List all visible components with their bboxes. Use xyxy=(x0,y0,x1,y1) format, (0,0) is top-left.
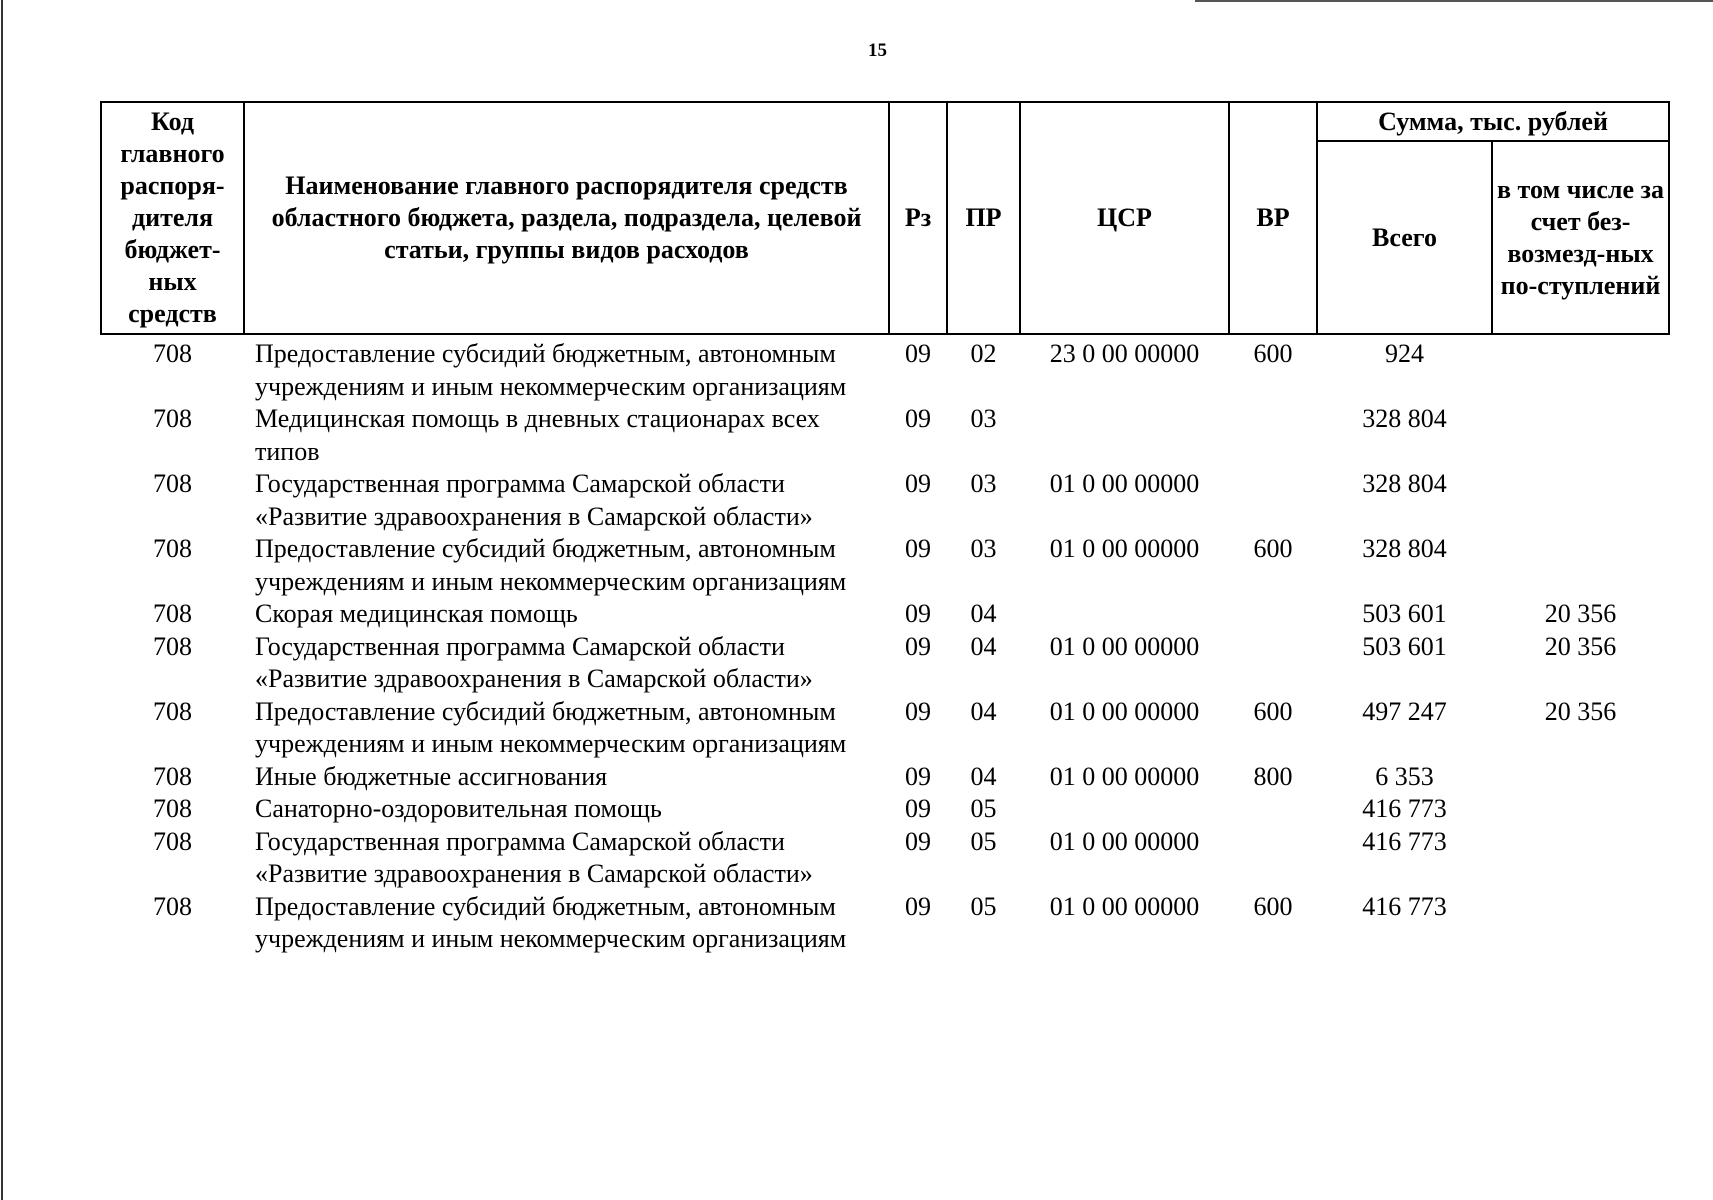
cell-grants xyxy=(1492,468,1669,533)
cell-name: Медицинская помощь в дневных стационарах всех типов xyxy=(255,404,820,466)
cell-rz: 09 xyxy=(905,339,931,368)
cell-csr: 01 0 00 00000 xyxy=(1049,826,1200,856)
header-code: Код главного распоря-дителя бюджет-ных средств xyxy=(101,102,244,334)
header-name: Наименование главного распорядителя средств областного бюджета, раздела, подраздела, целевой статьи, группы видов расходов xyxy=(244,102,889,334)
cell-code: 708 xyxy=(153,794,192,823)
cell-rz: 09 xyxy=(905,534,931,563)
header-pr: ПР xyxy=(947,102,1020,334)
cell-total: 416 773 xyxy=(1362,826,1447,856)
table-body xyxy=(101,334,1669,956)
cell-rz: 09 xyxy=(905,404,931,433)
table-row xyxy=(101,761,1669,794)
cell-name: Предоставление субсидий бюджетным, автономным учреждениям и иным некоммерческим организациям xyxy=(255,696,847,758)
cell-grants: 20 356 xyxy=(1544,696,1617,726)
cell-name: Государственная программа Самарской области «Развитие здравоохранения в Самарской области» xyxy=(255,469,813,531)
cell-pr: 05 xyxy=(970,826,997,856)
table-row xyxy=(101,334,1669,403)
cell-rz: 09 xyxy=(905,631,931,661)
cell-pr: 03 xyxy=(970,404,997,433)
cell-grants: 20 356 xyxy=(1544,599,1617,628)
cell-total: 497 247 xyxy=(1362,696,1447,726)
page-number: 15 xyxy=(868,40,887,61)
cell-rz: 09 xyxy=(905,761,931,791)
cell-code: 708 xyxy=(153,469,192,498)
cell-csr xyxy=(1020,598,1229,631)
cell-code: 708 xyxy=(153,599,192,628)
cell-code: 708 xyxy=(153,891,192,921)
cell-rz: 09 xyxy=(905,599,931,628)
cell-pr: 02 xyxy=(970,339,997,368)
cell-grants xyxy=(1492,826,1669,891)
cell-total: 328 804 xyxy=(1362,404,1447,433)
cell-vr: 600 xyxy=(1253,891,1293,921)
cell-grants xyxy=(1492,761,1669,794)
cell-pr: 04 xyxy=(970,696,997,726)
cell-vr xyxy=(1229,468,1317,533)
cell-pr: 04 xyxy=(970,761,997,791)
cell-total: 416 773 xyxy=(1362,794,1447,823)
header-total: Всего xyxy=(1317,141,1492,334)
cell-csr xyxy=(1020,403,1229,468)
header-csr: ЦСР xyxy=(1020,102,1229,334)
cell-total: 6 353 xyxy=(1375,761,1434,791)
cell-csr: 01 0 00 00000 xyxy=(1049,534,1200,563)
cell-grants xyxy=(1492,334,1669,403)
cell-vr: 600 xyxy=(1253,534,1293,563)
table-row xyxy=(101,598,1669,631)
cell-total: 503 601 xyxy=(1362,599,1447,628)
cell-total: 924 xyxy=(1385,339,1424,368)
cell-csr: 01 0 00 00000 xyxy=(1049,891,1200,921)
cell-name: Санаторно-оздоровительная помощь xyxy=(255,794,662,823)
cell-csr xyxy=(1020,793,1229,826)
cell-vr xyxy=(1229,826,1317,891)
header-rz: Рз xyxy=(889,102,947,334)
cell-vr xyxy=(1229,403,1317,468)
cell-csr: 01 0 00 00000 xyxy=(1049,761,1200,791)
cell-name: Государственная программа Самарской области «Развитие здравоохранения в Самарской области» xyxy=(255,631,813,693)
cell-name: Скорая медицинская помощь xyxy=(255,599,578,628)
cell-pr: 03 xyxy=(970,469,997,498)
cell-vr: 800 xyxy=(1253,761,1293,791)
cell-pr: 04 xyxy=(970,599,997,628)
table-row xyxy=(101,826,1669,891)
cell-total: 503 601 xyxy=(1362,631,1447,661)
cell-total: 328 804 xyxy=(1362,469,1447,498)
cell-code: 708 xyxy=(153,534,192,563)
table-row xyxy=(101,891,1669,956)
cell-pr: 03 xyxy=(970,534,997,563)
cell-csr: 01 0 00 00000 xyxy=(1049,469,1200,498)
cell-total: 416 773 xyxy=(1362,891,1447,921)
table-row xyxy=(101,468,1669,533)
cell-pr: 05 xyxy=(970,794,997,823)
cell-name: Предоставление субсидий бюджетным, автономным учреждениям и иным некоммерческим организациям xyxy=(255,339,847,401)
cell-code: 708 xyxy=(153,631,192,661)
cell-vr xyxy=(1229,793,1317,826)
cell-csr: 01 0 00 00000 xyxy=(1049,631,1200,661)
table-row xyxy=(101,793,1669,826)
table-row xyxy=(101,403,1669,468)
table-header xyxy=(101,102,1669,334)
cell-rz: 09 xyxy=(905,826,931,856)
cell-code: 708 xyxy=(153,761,192,791)
cell-vr: 600 xyxy=(1253,339,1293,368)
cell-name: Предоставление субсидий бюджетным, автономным учреждениям и иным некоммерческим организациям xyxy=(255,534,847,596)
cell-rz: 09 xyxy=(905,794,931,823)
cell-rz: 09 xyxy=(905,696,931,726)
cell-total: 328 804 xyxy=(1362,534,1447,563)
cell-rz: 09 xyxy=(905,891,931,921)
cell-name: Предоставление субсидий бюджетным, автономным учреждениям и иным некоммерческим организациям xyxy=(255,891,847,953)
scan-border-top xyxy=(1195,0,1713,2)
cell-grants: 20 356 xyxy=(1544,631,1617,661)
table-row xyxy=(101,631,1669,696)
cell-name: Иные бюджетные ассигнования xyxy=(255,761,608,791)
budget-table xyxy=(100,101,1670,956)
cell-csr: 23 0 00 00000 xyxy=(1049,339,1200,368)
cell-csr: 01 0 00 00000 xyxy=(1049,696,1200,726)
cell-pr: 05 xyxy=(970,891,997,921)
cell-code: 708 xyxy=(153,339,192,368)
cell-grants xyxy=(1492,403,1669,468)
header-sum: Сумма, тыс. рублей xyxy=(1317,102,1669,141)
cell-pr: 04 xyxy=(970,631,997,661)
cell-code: 708 xyxy=(153,696,192,726)
header-vr: ВР xyxy=(1229,102,1317,334)
cell-vr xyxy=(1229,631,1317,696)
cell-grants xyxy=(1492,891,1669,956)
table-row xyxy=(101,533,1669,598)
cell-vr: 600 xyxy=(1253,696,1293,726)
cell-rz: 09 xyxy=(905,469,931,498)
cell-vr xyxy=(1229,598,1317,631)
header-grants: в том числе за счет без-возмезд-ных по-ступлений xyxy=(1492,141,1669,334)
cell-code: 708 xyxy=(153,404,192,433)
cell-code: 708 xyxy=(153,826,192,856)
cell-name: Государственная программа Самарской области «Развитие здравоохранения в Самарской области» xyxy=(255,826,813,888)
table-row xyxy=(101,696,1669,761)
cell-grants xyxy=(1492,533,1669,598)
scan-border-left xyxy=(1,0,3,1200)
cell-grants xyxy=(1492,793,1669,826)
